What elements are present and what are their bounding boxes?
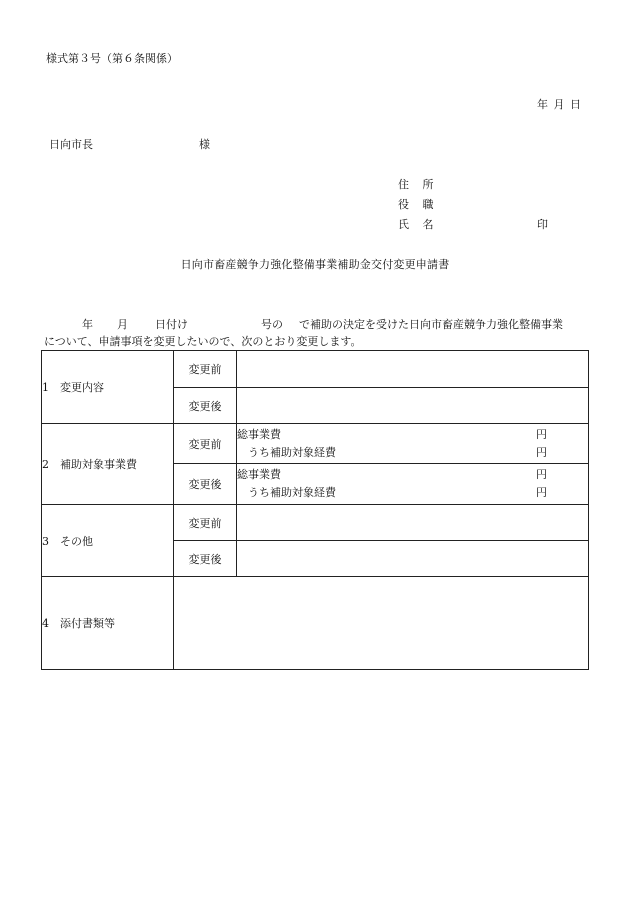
addressee-line [49,136,249,152]
total-cost-label: 総事業費 [237,468,281,481]
change-table [41,350,589,670]
attachments-field[interactable] [174,577,589,670]
eligible-cost-before-field[interactable] [237,424,589,464]
change-content-after-field[interactable] [237,388,589,424]
intro-number: 号の [261,318,283,331]
form-number: 様式第３号（第６条関係） [46,52,178,65]
change-content-before-field[interactable] [237,351,589,388]
before-label: 変更前 [174,505,237,541]
table-row [42,424,589,464]
date-line: 年 月 日 [537,98,581,111]
eligible-cost-label: うち補助対象経費 [248,486,336,499]
intro-rest: で補助の決定を受けた日向市畜産競争力強化整備事業 [299,318,563,331]
name-label: 氏 名 [398,218,439,231]
item-attachments: 4 添付書類等 [42,577,174,670]
eligible-cost-line [237,484,588,502]
address-label: 住 所 [398,178,439,191]
after-label: 変更後 [174,541,237,577]
applicant-position [398,196,558,212]
item-other: 3 その他 [42,505,174,577]
honorific: 様 [199,138,210,151]
yen-unit: 円 [536,445,547,459]
total-cost-label: 総事業費 [237,427,281,441]
total-cost-line [237,466,588,484]
before-label: 変更前 [174,351,237,388]
table-row [42,505,589,541]
intro-year: 年 [82,318,93,331]
eligible-cost-after-field[interactable] [237,464,589,505]
seal-mark: 印 [537,218,548,231]
yen-unit: 円 [536,486,547,499]
item-eligible-cost: 2 補助対象事業費 [42,424,174,505]
other-before-field[interactable] [237,505,589,541]
eligible-cost-label: うち補助対象経費 [248,445,336,459]
yen-unit: 円 [536,427,547,441]
table-row [42,351,589,388]
total-cost-line [237,426,588,444]
yen-unit: 円 [536,468,547,481]
position-label: 役 職 [398,198,439,211]
applicant-name [398,216,558,232]
intro-dated: 日付け [155,318,188,331]
intro-month: 月 [117,318,128,331]
after-label: 変更後 [174,464,237,505]
after-label: 変更後 [174,388,237,424]
addressee: 日向市長 [49,138,93,151]
item-change-content: 1 変更内容 [42,351,174,424]
table-row [42,577,589,670]
eligible-cost-line [237,444,588,462]
applicant-address [398,176,558,192]
document-title: 日向市畜産競争力強化整備事業補助金交付変更申請書 [180,258,450,271]
before-label: 変更前 [174,424,237,464]
intro-line-2: について、申請事項を変更したいので、次のとおり変更します。 [44,335,362,348]
other-after-field[interactable] [237,541,589,577]
